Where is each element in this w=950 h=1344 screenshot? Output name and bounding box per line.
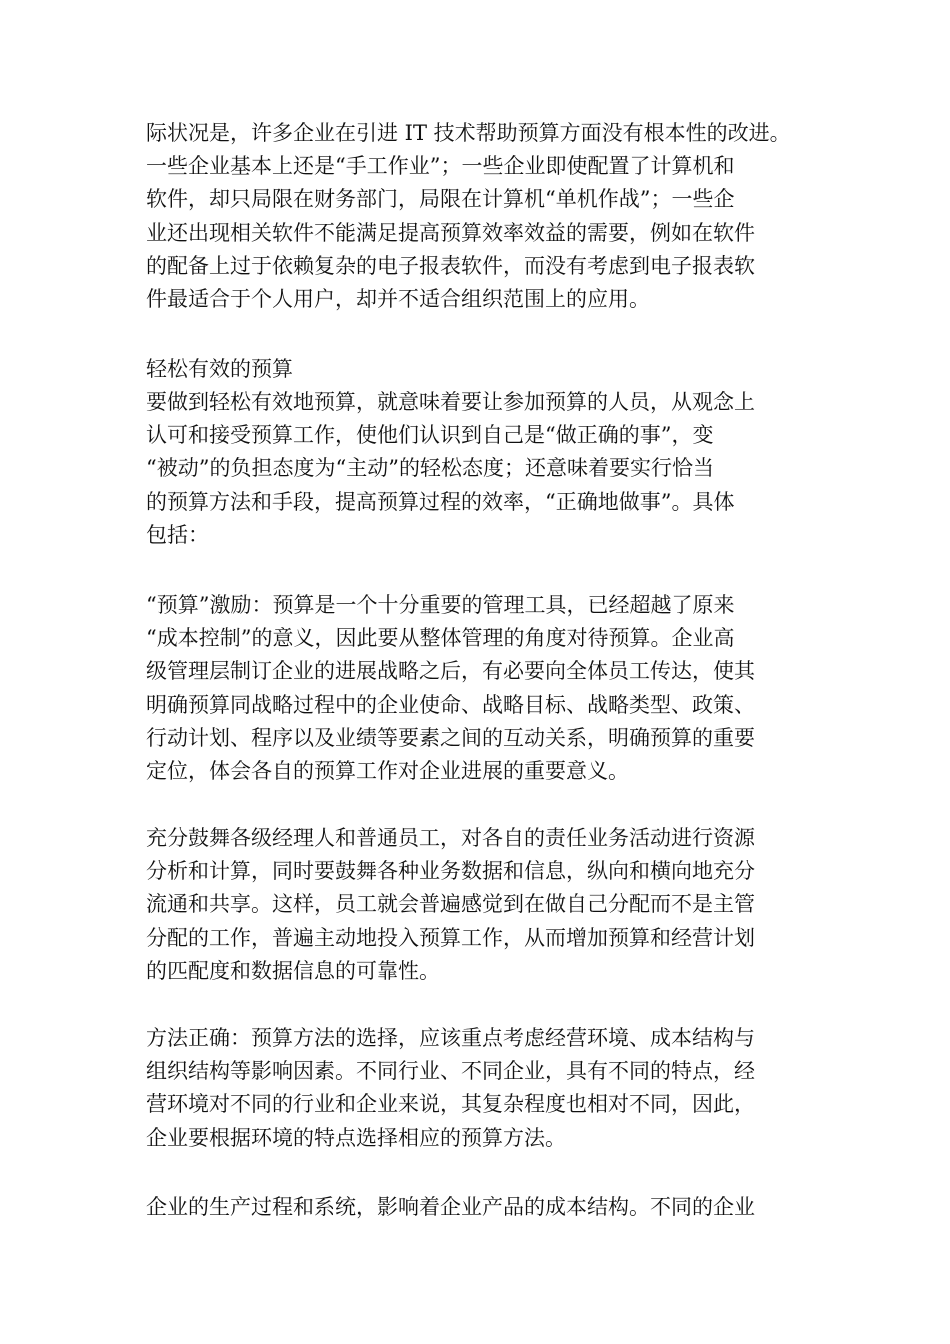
text-line: 组织结构等影响因素。不同行业、不同企业，具有不同的特点，经 [146,1059,755,1084]
text-line: 一些企业基本上还是“手工作业”；一些企业即使配置了计算机和 [146,154,735,179]
text-line: 营环境对不同的行业和企业来说，其复杂程度也相对不同，因此， [146,1092,755,1117]
text-line: 包括： [146,522,209,547]
paragraph-it-budgeting-status [146,117,810,316]
text-line: 的预算方法和手段，提高预算过程的效率，“正确地做事”。具体 [146,489,735,514]
text-line: “预算”激励：预算是一个十分重要的管理工具，已经超越了原来 [146,593,735,617]
text-line: 软件，却只局限在财务部门，局限在计算机“单机作战”；一些企 [146,187,735,212]
text-line: 际状况是，许多企业在引进 IT 技术帮助预算方面没有根本性的改进。 [146,121,791,145]
text-line: 的匹配度和数据信息的可靠性。 [146,958,440,983]
text-line: 明确预算同战略过程中的企业使命、战略目标、战略类型、政策、 [146,692,755,717]
section-heading [146,353,810,386]
text-line: 分配的工作，普遍主动地投入预算工作，从而增加预算和经营计划 [146,925,755,950]
text-line: 分析和计算，同时要鼓舞各种业务数据和信息，纵向和横向地充分 [146,859,755,884]
text-line: 级管理层制订企业的进展战略之后，有必要向全体员工传达，使其 [146,659,755,684]
text-line: 要做到轻松有效地预算，就意味着要让参加预算的人员，从观念上 [146,390,755,414]
text-line: “成本控制”的意义，因此要从整体管理的角度对待预算。企业高 [146,626,735,651]
paragraph-correct-method [146,1022,810,1155]
paragraph-budget-incentive [146,589,810,788]
text-line: 方法正确：预算方法的选择，应该重点考虑经营环境、成本结构与 [146,1026,755,1050]
paragraph-encourage-staff [146,822,810,988]
paragraph-effective-budgeting [146,386,810,552]
text-line: 业还出现相关软件不能满足提高预算效率效益的需要，例如在软件 [146,220,755,245]
paragraph-production-process [146,1191,810,1224]
text-line: “被动”的负担态度为“主动”的轻松态度；还意味着要实行恰当 [146,456,714,481]
text-line: 充分鼓舞各级经理人和普通员工，对各自的责任业务活动进行资源 [146,826,755,850]
text-line: 认可和接受预算工作，使他们认识到自己是“做正确的事”，变 [146,423,714,448]
section-heading-text: 轻松有效的预算 [146,357,293,381]
text-line: 件最适合于个人用户，却并不适合组织范围上的应用。 [146,286,650,311]
text-line: 流通和共享。这样，员工就会普遍感觉到在做自己分配而不是主管 [146,892,755,917]
text-line: 行动计划、程序以及业绩等要素之间的互动关系，明确预算的重要 [146,725,755,750]
text-line: 的配备上过于依赖复杂的电子报表软件，而没有考虑到电子报表软 [146,253,755,278]
text-line: 企业的生产过程和系统，影响着企业产品的成本结构。不同的企业 [146,1195,755,1219]
text-line: 定位，体会各自的预算工作对企业进展的重要意义。 [146,758,629,783]
text-line: 企业要根据环境的特点选择相应的预算方法。 [146,1125,566,1150]
